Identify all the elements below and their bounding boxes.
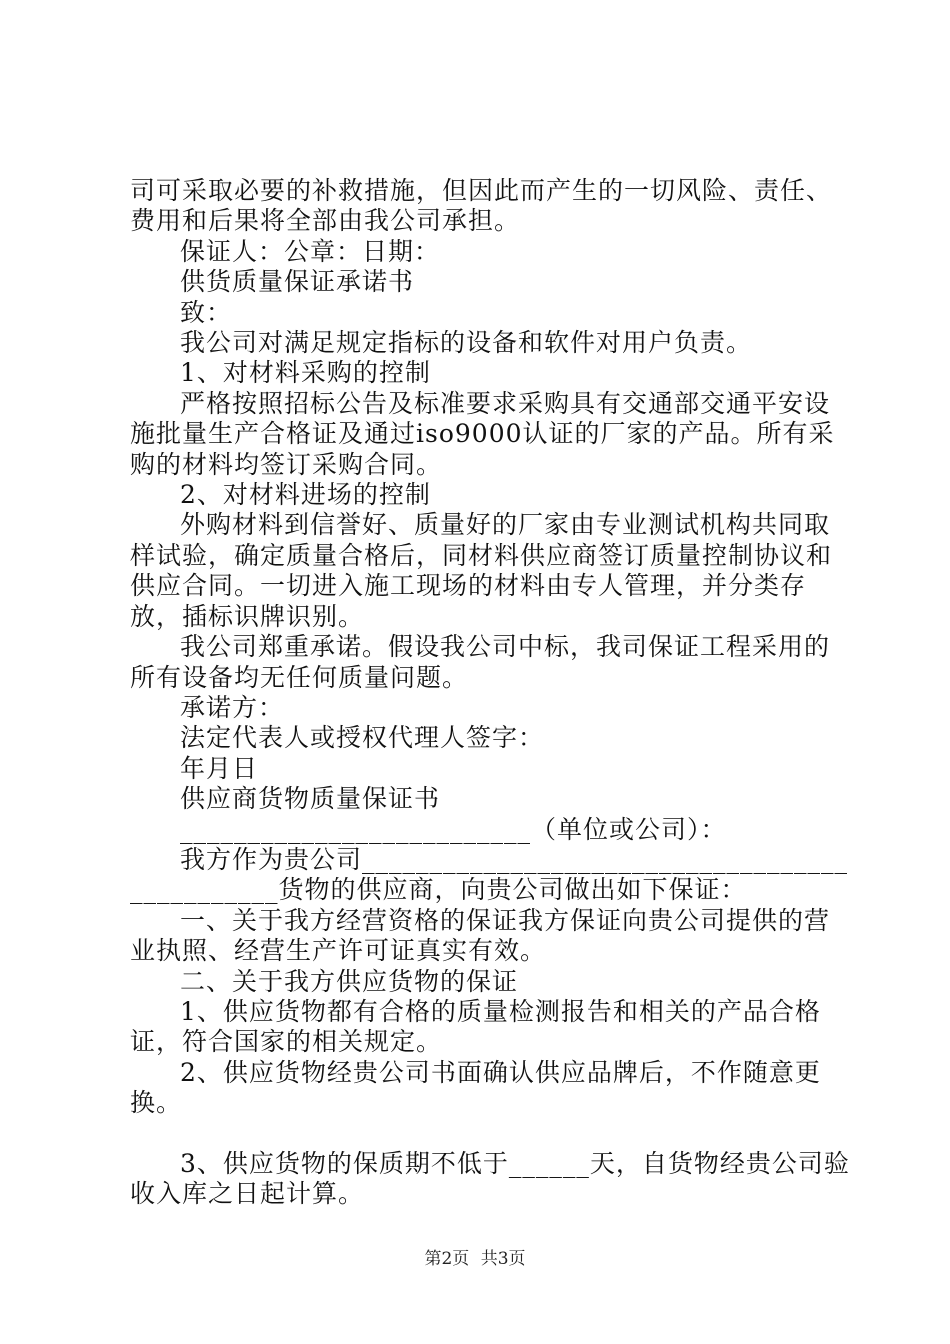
paragraph-supplier-statement: 我方作为贵公司_______________________________________________货物的供应商，向贵公司做出如下保证：: [130, 844, 849, 905]
page-total: 共3页: [480, 1249, 526, 1269]
date-line: 年月日: [180, 753, 259, 783]
paragraph-qualification-guarantee: 一、关于我方经营资格的保证我方保证向贵公司提供的营业执照、经营生产许可证真实有效。: [130, 905, 831, 966]
addressee-blank-line: __________________________（单位或公司）：: [180, 814, 727, 844]
heading-material-entry-control: 2、对材料进场的控制: [180, 480, 431, 510]
heading-procurement-control: 1、对材料采购的控制: [180, 358, 431, 388]
representative-signature-line: 法定代表人或授权代理人签字：: [180, 723, 545, 753]
section-title-quality-commitment: 供货质量保证承诺书: [180, 267, 415, 297]
paragraph-responsibility: 我公司对满足规定指标的设备和软件对用户负责。: [180, 328, 753, 358]
paragraph-material-entry: 外购材料到信誉好、质量好的厂家由专业测试机构共同取样试验，确定质量合格后，同材料供应商签订质量控制协议和供应合同。一切进入施工现场的材料由专人管理，并分类存放，插标识牌识别。: [130, 510, 833, 631]
heading-goods-guarantee: 二、关于我方供应货物的保证: [180, 966, 519, 996]
promisor-line: 承诺方：: [180, 692, 285, 722]
paragraph-procurement: 严格按照招标公告及标准要求采购具有交通部交通平安设施批量生产合格证及通过iso9000认证的厂家的产品。所有采购的材料均签订采购合同。: [130, 388, 835, 479]
salutation: 致：: [180, 297, 233, 327]
spacer: [130, 1119, 850, 1149]
item-warranty-period: 3、供应货物的保质期不低于______天，自货物经贵公司验收入库之日起计算。: [130, 1148, 850, 1208]
page-number: 第2页: [424, 1249, 470, 1269]
guarantor-signature-line: 保证人：公章：日期：: [180, 236, 441, 266]
paragraph-risk-clause: 司可采取必要的补救措施，但因此而产生的一切风险、责任、费用和后果将全部由我公司承担。: [130, 176, 833, 236]
document-body: [130, 176, 850, 1209]
item-brand-no-change: 2、供应货物经贵公司书面确认供应品牌后，不作随意更换。: [130, 1057, 821, 1118]
page-footer: [0, 1244, 950, 1269]
section-title-supplier-guarantee: 供应商货物质量保证书: [180, 784, 441, 814]
paragraph-commitment: 我公司郑重承诺。假设我公司中标，我司保证工程采用的所有设备均无任何质量问题。: [130, 632, 831, 692]
item-quality-certificates: 1、供应货物都有合格的质量检测报告和相关的产品合格证，符合国家的相关规定。: [130, 996, 821, 1057]
